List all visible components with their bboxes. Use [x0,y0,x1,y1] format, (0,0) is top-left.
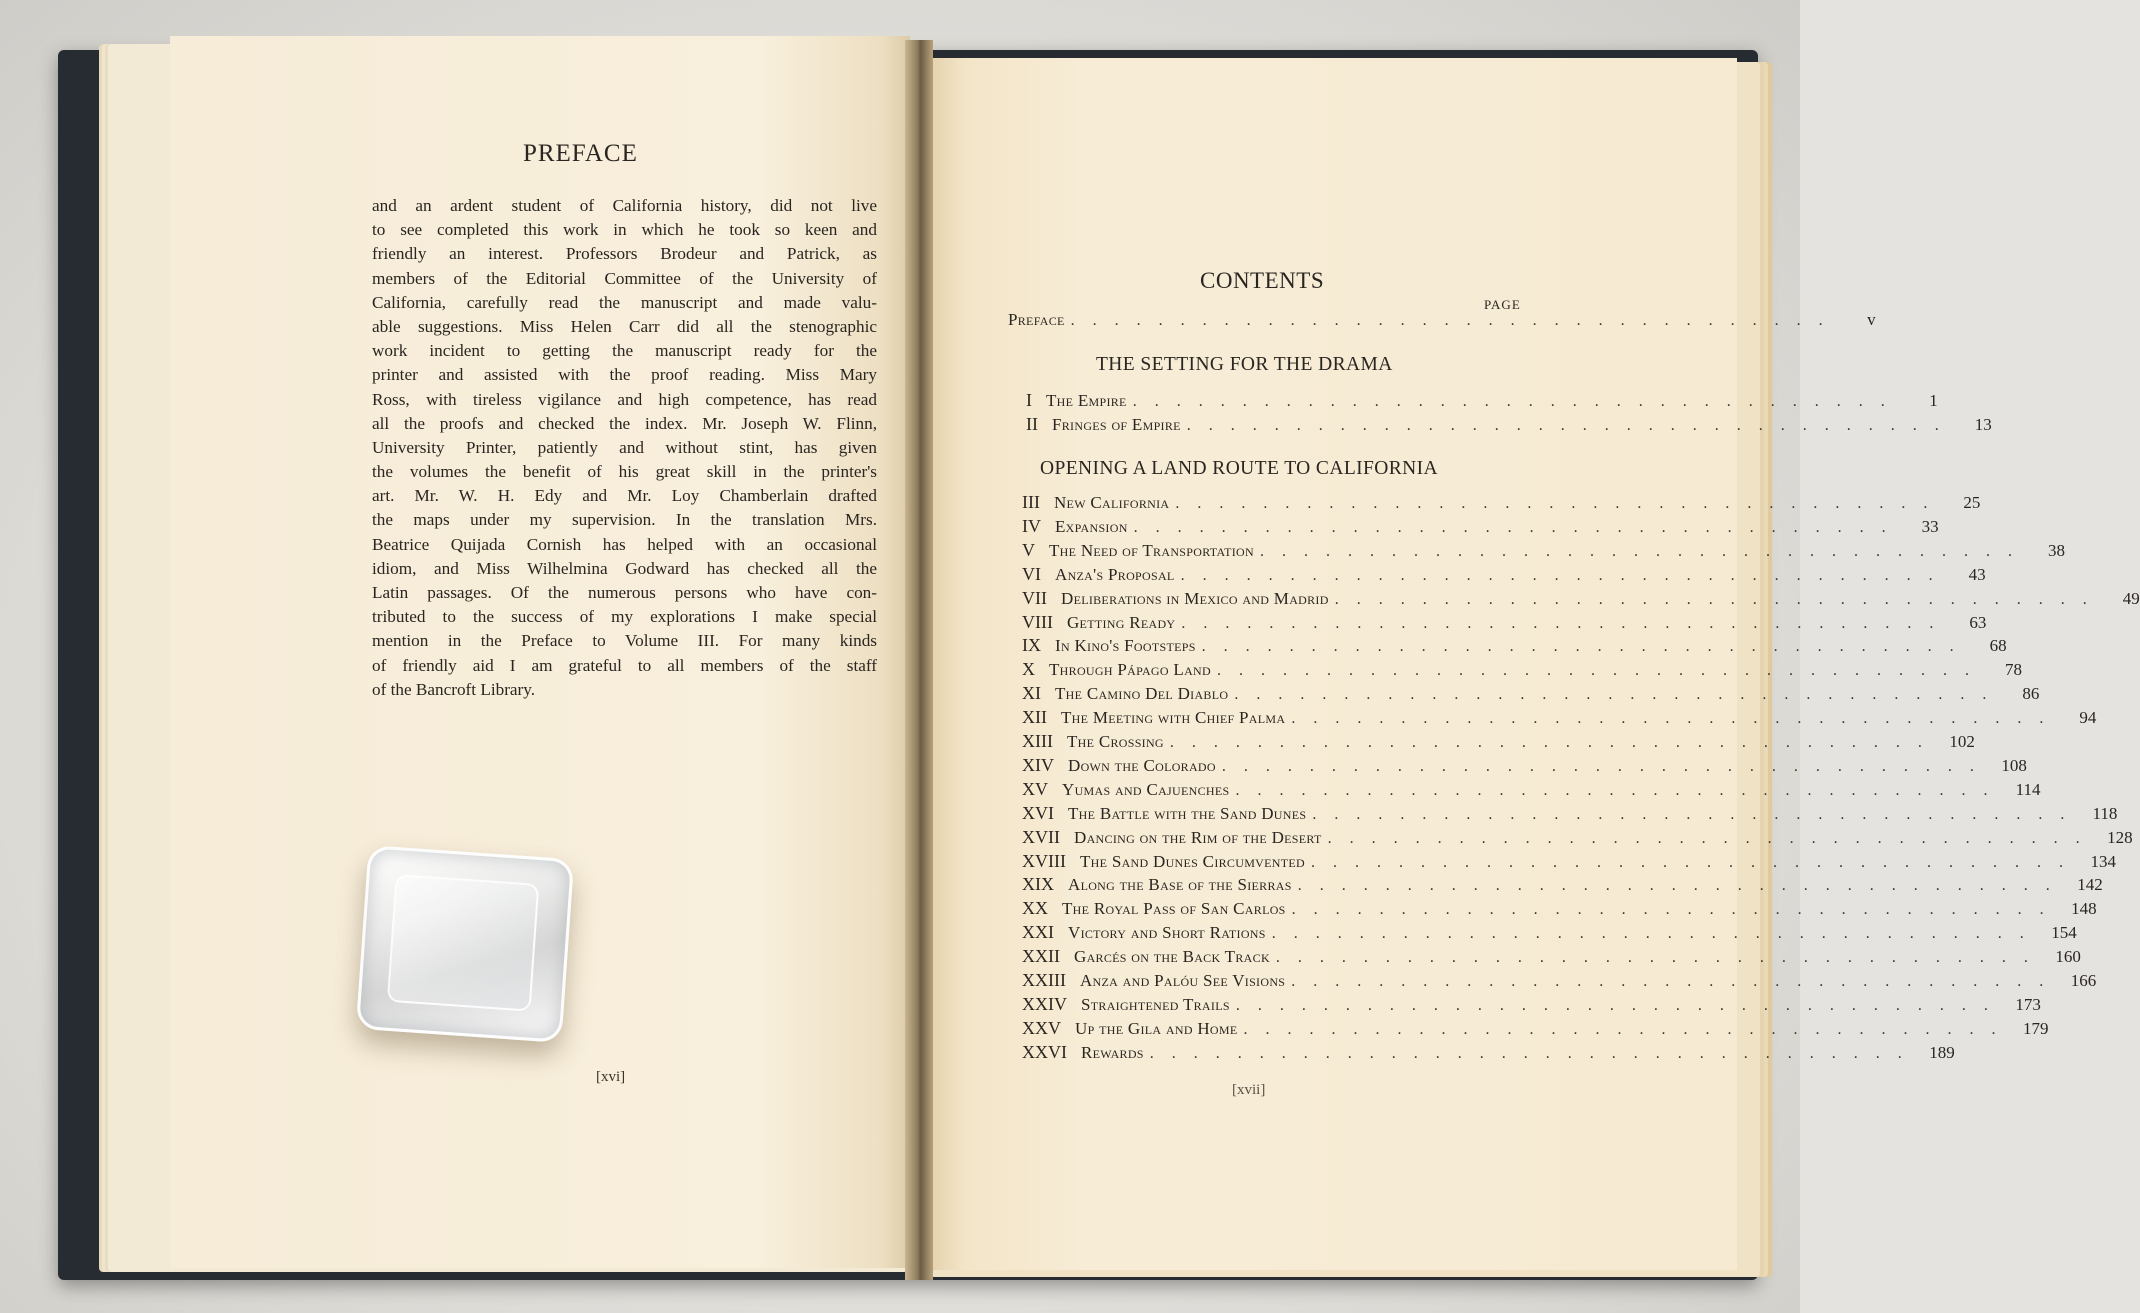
page-number: 49 [2122,588,2140,608]
chapter-number: VII [1022,587,1047,608]
page-number: 179 [2023,1018,2049,1038]
page-number: 108 [2001,755,2027,775]
chapter-title: Garcés on the Back Track [1074,947,1270,967]
page-number: 1 [1929,391,1938,410]
toc-entry [1022,778,2041,803]
chapter-number: XV [1022,778,1048,799]
chapter-number: VI [1022,563,1041,584]
chapter-title: Getting Ready [1066,612,1176,632]
chapter-number: XXIII [1022,970,1066,990]
toc-entry [1022,1041,1955,1066]
chapter-title: The Sand Dunes Circumvented [1079,851,1305,871]
page-number: 25 [1963,493,1981,512]
preface-text-line: California, carefully read the manuscript and made valu- [372,292,877,312]
preface-text-line: work incident to getting the manuscript ready for the [372,341,877,361]
preface-text-line: of friendly aid I am grateful to all members of the staff [372,655,877,675]
preface-text-line: and an ardent student of California history, did not live [372,196,877,215]
toc-entry [1022,946,2081,970]
page-number: 118 [2092,803,2118,823]
toc-entry [1022,802,2118,827]
chapter-title: Dancing on the Rim of the Desert [1074,827,1322,847]
chapter-title: Through Pápago Land [1049,660,1211,680]
chapter-title: Up the Gila and Home [1075,1018,1238,1038]
chapter-title: The Meeting with Chief Palma [1061,708,1286,728]
preface-text-line: able suggestions. Miss Helen Carr did all the stenographic [372,316,877,336]
toc-entry [1022,707,2097,731]
preface-text-line: idiom, and Miss Wilhelmina Godward has checked all the [372,558,877,578]
preface-text-line: art. Mr. W. H. Edy and Mr. Loy Chamberlain drafted [372,486,877,506]
toc-entry [1022,587,2140,612]
page-number: 166 [2070,971,2097,990]
chapter-number: XVII [1022,826,1060,847]
page-number: 38 [2047,540,2065,560]
dot-leader: . . . . . . . . . . . . . . . . . . . . . . . . . . . . . . . . . . . [1169,734,1929,751]
toc-entry [1022,850,2116,875]
chapter-title: Anza's Proposal [1055,564,1175,584]
toc-entry [1008,310,1876,334]
chapter-number: II [1026,414,1038,434]
page-column-label: PAGE [1484,297,1521,312]
chapter-number: XXIV [1022,993,1067,1014]
dot-leader: . . . . . . . . . . . . . . . . . . . . . . . . . . . . . . . . . . . [1271,925,2031,943]
dot-leader: . . . . . . . . . . . . . . . . . . . . . . . . . . . . . . . . . . . [1312,805,2072,823]
toc-entry [1022,970,2097,994]
glass-paperweight [356,845,574,1043]
dot-leader: . . . . . . . . . . . . . . . . . . . . . . . . . . . . . . . . . . . [1235,996,1995,1014]
preface-text-line: friendly an interest. Professors Brodeur and Patrick, as [372,244,877,264]
toc-entry [1022,731,1975,755]
chapter-title: The Camino Del Diablo [1055,684,1229,704]
preface-text-line: Ross, with tireless vigilance and high competence, has read [372,389,877,409]
chapter-number: IV [1022,515,1041,536]
chapter-title: Straightened Trails [1081,994,1230,1014]
chapter-number: VIII [1022,611,1053,632]
chapter-title: Down the Colorado [1068,755,1216,775]
page-number: 148 [2071,899,2097,919]
chapter-number: XIV [1022,754,1054,775]
page-number: 189 [1929,1042,1955,1062]
page-number: 94 [2079,708,2097,728]
chapter-title: Expansion [1055,516,1128,536]
page-number: 128 [2107,827,2133,847]
toc-entry [1022,635,2007,659]
chapter-title: Preface [1008,310,1065,329]
page-number: 160 [2055,947,2081,967]
toc-entry [1022,874,2103,898]
chapter-number: XX [1022,898,1048,919]
dot-leader: . . . . . . . . . . . . . . . . . . . . . . . . . . . . . . . . . . . [1201,638,1961,656]
page-number: 78 [2005,660,2022,680]
toc-entry [1026,390,1938,414]
preface-text-line: members of the Editorial Committee of the University of [372,268,877,288]
page-number: 43 [1968,564,1986,584]
chapter-title: The Crossing [1066,732,1164,751]
toc-entry [1022,993,2041,1018]
chapter-title: In Kino's Footsteps [1055,636,1196,656]
dot-leader: . . . . . . . . . . . . . . . . . . . . . . . . . . . . . . . . . . . [1234,686,1994,704]
chapter-number: XXVI [1022,1041,1067,1062]
chapter-number: XVIII [1022,850,1066,871]
book-gutter [905,40,933,1280]
preface-text-line: Latin passages. Of the numerous persons who have con- [372,583,877,602]
dot-leader: . . . . . . . . . . . . . . . . . . . . . . . . . . . . . . . . . . . [1291,973,2051,990]
section-heading: THE SETTING FOR THE DRAMA [1096,354,1393,375]
toc-entry [1022,826,2133,851]
dot-leader: . . . . . . . . . . . . . . . . . . . . . . . . . . . . . . . . . . . [1310,853,2070,871]
dot-leader: . . . . . . . . . . . . . . . . . . . . . . . . . . . . . . . . . . . [1297,877,2057,895]
chapter-title: Deliberations in Mexico and Madrid [1061,588,1329,608]
preface-text-line: all the proofs and checked the index. Mr. Joseph W. Flinn, [372,413,877,433]
chapter-title: The Battle with the Sand Dunes [1068,803,1307,823]
dot-leader: . . . . . . . . . . . . . . . . . . . . . . . . . . . . . . . . . . . [1259,542,2019,560]
chapter-number: XXI [1022,922,1054,943]
contents-title: CONTENTS [1200,268,1325,293]
toc-entry [1022,539,2065,564]
dot-leader: . . . . . . . . . . . . . . . . . . . . . . . . . . . . . . . . . . . [1291,710,2051,728]
chapter-title: Rewards [1081,1042,1144,1062]
preface-text-line: University Printer, patiently and without stint, has given [372,437,877,457]
section-heading: OPENING A LAND ROUTE TO CALIFORNIA [1040,458,1439,479]
dot-leader: . . . . . . . . . . . . . . . . . . . . . . . . . . . . . . . . . . . [1217,662,1976,680]
chapter-title: The Empire [1046,391,1127,410]
chapter-number: I [1026,390,1032,410]
dot-leader: . . . . . . . . . . . . . . . . . . . . . . . . . . . . . . . . . . . [1235,781,1995,799]
dot-leader: . . . . . . . . . . . . . . . . . . . . . . . . . . . . . . . . . . . [1291,901,2051,919]
chapter-title: Anza and Palóu See Visions [1079,971,1286,990]
dot-leader: . . . . . . . . . . . . . . . . . . . . . . . . . . . . . . . . . . . [1181,614,1941,632]
chapter-number: IX [1022,635,1041,656]
preface-text-line: the volumes the benefit of his great skill in the printer's [372,462,877,482]
page-number: 86 [2022,684,2040,704]
page-number: 102 [1949,732,1975,751]
toc-entry [1022,515,1939,540]
right-page-folio: [xvii] [1232,1082,1266,1098]
toc-entry [1022,1017,2049,1042]
chapter-number: XIX [1022,874,1054,895]
page-number: 114 [2015,779,2041,799]
left-page-folio: [xvi] [596,1069,626,1085]
chapter-title: The Royal Pass of San Carlos [1062,899,1286,919]
page-number: 173 [2015,994,2041,1014]
page-number: 13 [1974,415,1992,434]
dot-leader: . . . . . . . . . . . . . . . . . . . . . . . . . . . . . . . . . . . [1221,757,1981,775]
toc-entry [1022,611,1987,636]
chapter-number: XI [1022,683,1041,704]
preface-text-line: Beatrice Quijada Cornish has helped with an occasional [372,534,877,554]
toc-entry [1022,563,1986,588]
dot-leader: . . . . . . . . . . . . . . . . . . . . . . . . . . . . . . . . . . . [1334,590,2094,608]
dot-leader: . . . . . . . . . . . . . . . . . . . . . . . . . . . . . . . . . . . [1275,949,2035,967]
dot-leader: . . . . . . . . . . . . . . . . . . . . . . . . . . . . . . . . . . . [1133,518,1893,536]
preface-text-line: mention in the Preface to Volume III. For many kinds [372,631,877,651]
page-number: 154 [2051,923,2077,943]
chapter-title: Yumas and Cajuenches [1062,779,1230,799]
dot-leader: . . . . . . . . . . . . . . . . . . . . . . . . . . . . . . . . . . . [1070,312,1830,329]
chapter-number: XVI [1022,802,1054,823]
preface-paragraph [372,194,877,702]
preface-text-line: to see completed this work in which he took so keen and [372,220,877,240]
dot-leader: . . . . . . . . . . . . . . . . . . . . . . . . . . . . . . . . . . . [1132,393,1892,410]
chapter-title: Victory and Short Rations [1068,923,1266,943]
chapter-number: V [1022,539,1035,560]
preface-running-head: PREFACE [522,140,638,167]
chapter-number: XIII [1022,731,1053,751]
chapter-title: The Need of Transportation [1049,540,1254,560]
dot-leader: . . . . . . . . . . . . . . . . . . . . . . . . . . . . . . . . . . . [1175,495,1935,512]
dot-leader: . . . . . . . . . . . . . . . . . . . . . . . . . . . . . . . . . . . [1243,1020,2003,1038]
chapter-number: XXV [1022,1017,1061,1038]
dot-leader: . . . . . . . . . . . . . . . . . . . . . . . . . . . . . . . . . . . [1327,829,2087,847]
dot-leader: . . . . . . . . . . . . . . . . . . . . . . . . . . . . . . . . . . . [1180,566,1940,584]
preface-text-line: tributed to the success of my explorations I make special [372,607,877,627]
toc-entry [1026,414,1992,438]
preface-text-line: of the Bancroft Library. [372,679,536,699]
preface-text-line: the maps under my supervision. In the translation Mrs. [372,510,877,530]
chapter-number: XII [1022,707,1047,728]
toc-entry [1022,683,2040,707]
page-number: 63 [1969,612,1987,632]
toc-entry [1022,492,1981,516]
toc-entry [1022,659,2022,683]
chapter-title: New California [1053,493,1170,512]
page-number: 142 [2077,875,2103,895]
toc-entry [1022,922,2077,946]
dot-leader: . . . . . . . . . . . . . . . . . . . . . . . . . . . . . . . . . . . [1149,1044,1909,1062]
chapter-title: Fringes of Empire [1052,415,1181,434]
preface-text-line: printer and assisted with the proof reading. Miss Mary [372,365,877,385]
page-number: 134 [2090,851,2116,871]
page-number: 68 [1989,636,2007,656]
chapter-number: XXII [1022,946,1060,967]
chapter-title: Along the Base of the Sierras [1068,875,1292,895]
dot-leader: . . . . . . . . . . . . . . . . . . . . . . . . . . . . . . . . . . . [1186,417,1946,434]
page-number: v [1867,310,1876,329]
chapter-number: III [1022,492,1040,512]
toc-entry [1022,898,2097,922]
chapter-number: X [1022,659,1035,680]
toc-entry [1022,754,2027,779]
page-number: 33 [1921,516,1939,536]
